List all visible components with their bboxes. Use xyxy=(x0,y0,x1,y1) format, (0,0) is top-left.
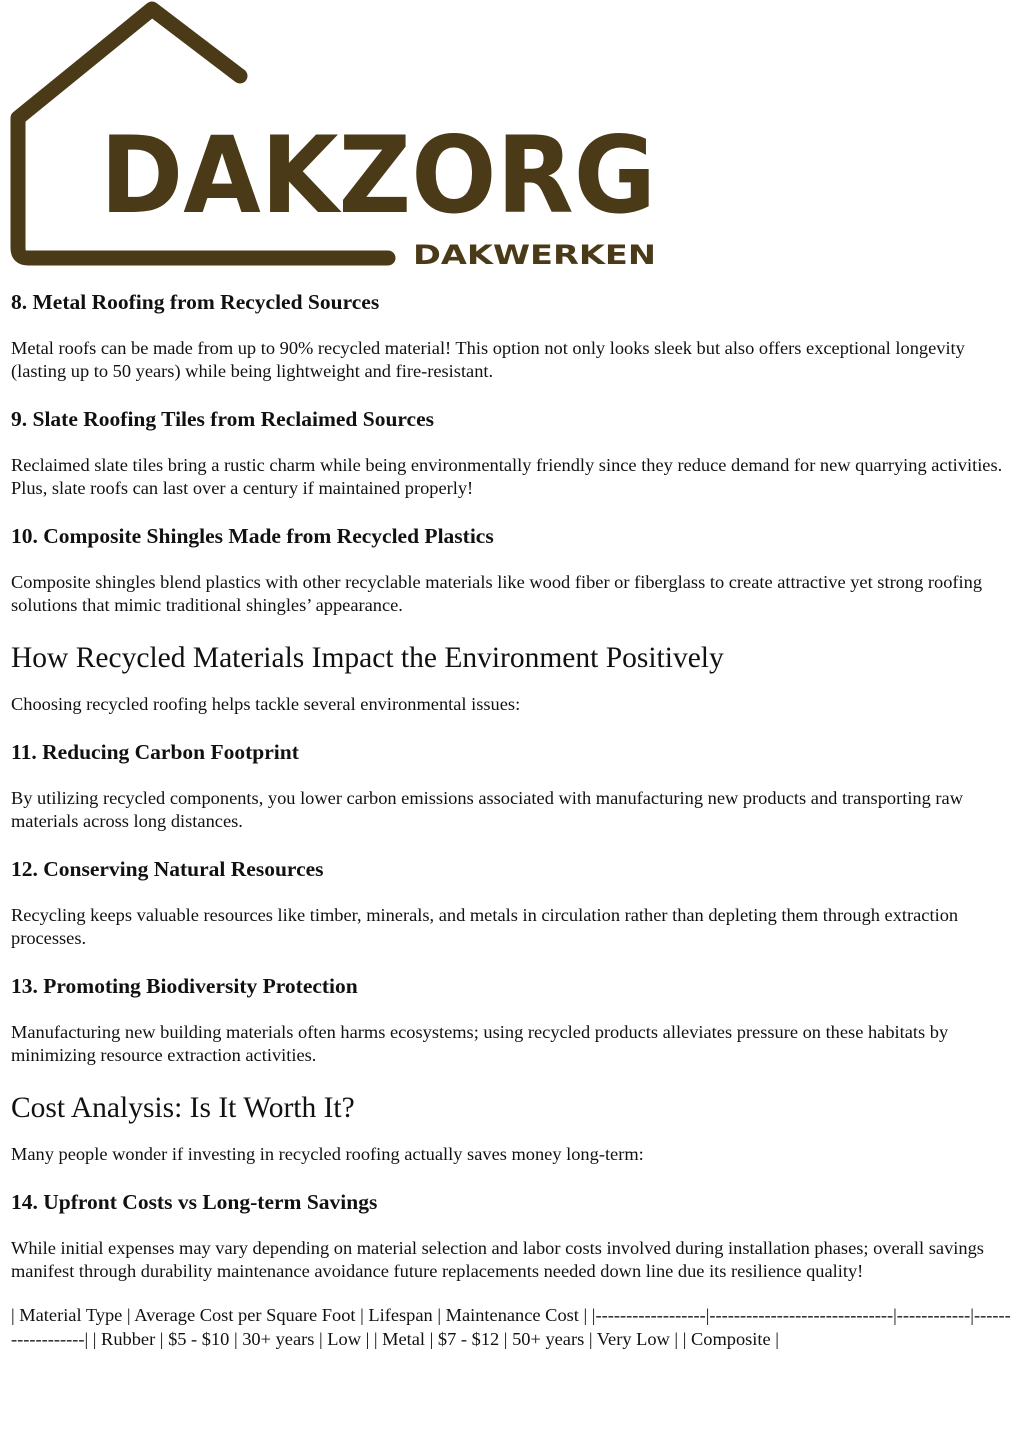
cost-title: Cost Analysis: Is It Worth It? xyxy=(11,1092,355,1124)
impact-title: How Recycled Materials Impact the Environment Positively xyxy=(11,642,724,674)
section-heading: 12. Conserving Natural Resources xyxy=(11,857,324,881)
section-paragraph: Composite shingles blend plastics with other recyclable materials like wood fiber or fiberglass to create attractive yet strong roofing solutions that mimic traditional shingles’ appearance. xyxy=(11,572,983,615)
cost-intro: Many people wonder if investing in recycled roofing actually saves money long-term: xyxy=(11,1144,644,1164)
section-paragraph: Reclaimed slate tiles bring a rustic charm while being environmentally friendly since they reduce demand for new quarrying activities. Plus, slate roofs can last over a century if maintained properly! xyxy=(11,455,1003,498)
section-heading: 14. Upfront Costs vs Long-term Savings xyxy=(11,1190,378,1214)
section-heading: 8. Metal Roofing from Recycled Sources xyxy=(11,290,380,314)
impact-intro: Choosing recycled roofing helps tackle several environmental issues: xyxy=(11,694,521,714)
section-paragraph: Metal roofs can be made from up to 90% recycled material! This option not only looks sleek but also offers exceptional longevity (lasting up to 50 years) while being lightweight and fire-resistant. xyxy=(11,338,965,381)
section-heading: 9. Slate Roofing Tiles from Reclaimed Sources xyxy=(11,407,435,431)
section-heading: 10. Composite Shingles Made from Recycled Plastics xyxy=(11,524,494,548)
section-paragraph: While initial expenses may vary depending on material selection and labor costs involved during installation phases; overall savings manifest through durability maintenance avoidance future replacements needed down line due its resilience quality! xyxy=(11,1238,984,1281)
brand-tagline: DAKWERKEN xyxy=(413,240,656,271)
house-logo-icon xyxy=(0,0,670,272)
article-content xyxy=(11,288,1014,1351)
section-paragraph: By utilizing recycled components, you lower carbon emissions associated with manufacturing new products and transporting raw materials across long distances. xyxy=(11,788,963,831)
section-paragraph: Recycling keeps valuable resources like timber, minerals, and metals in circulation rather than depleting them through extraction processes. xyxy=(11,905,959,948)
section-heading: 13. Promoting Biodiversity Protection xyxy=(11,974,358,998)
brand-name: DAKZORG xyxy=(100,114,656,237)
section-heading: 11. Reducing Carbon Footprint xyxy=(11,740,299,764)
section-paragraph: Manufacturing new building materials often harms ecosystems; using recycled products alleviates pressure on these habitats by minimizing resource extraction activities. xyxy=(11,1022,949,1065)
cost-table-markdown: | Material Type | Average Cost per Square Foot | Lifespan | Maintenance Cost | |------------------|------------------------------|------------|------------------| | Rubber | $5 - $10 | 30+ years | Low | | Metal | $7 - $12 | 50+ years | Very Low | | Composite | xyxy=(11,1305,1011,1349)
dakzorg-logo[interactable] xyxy=(0,0,670,272)
